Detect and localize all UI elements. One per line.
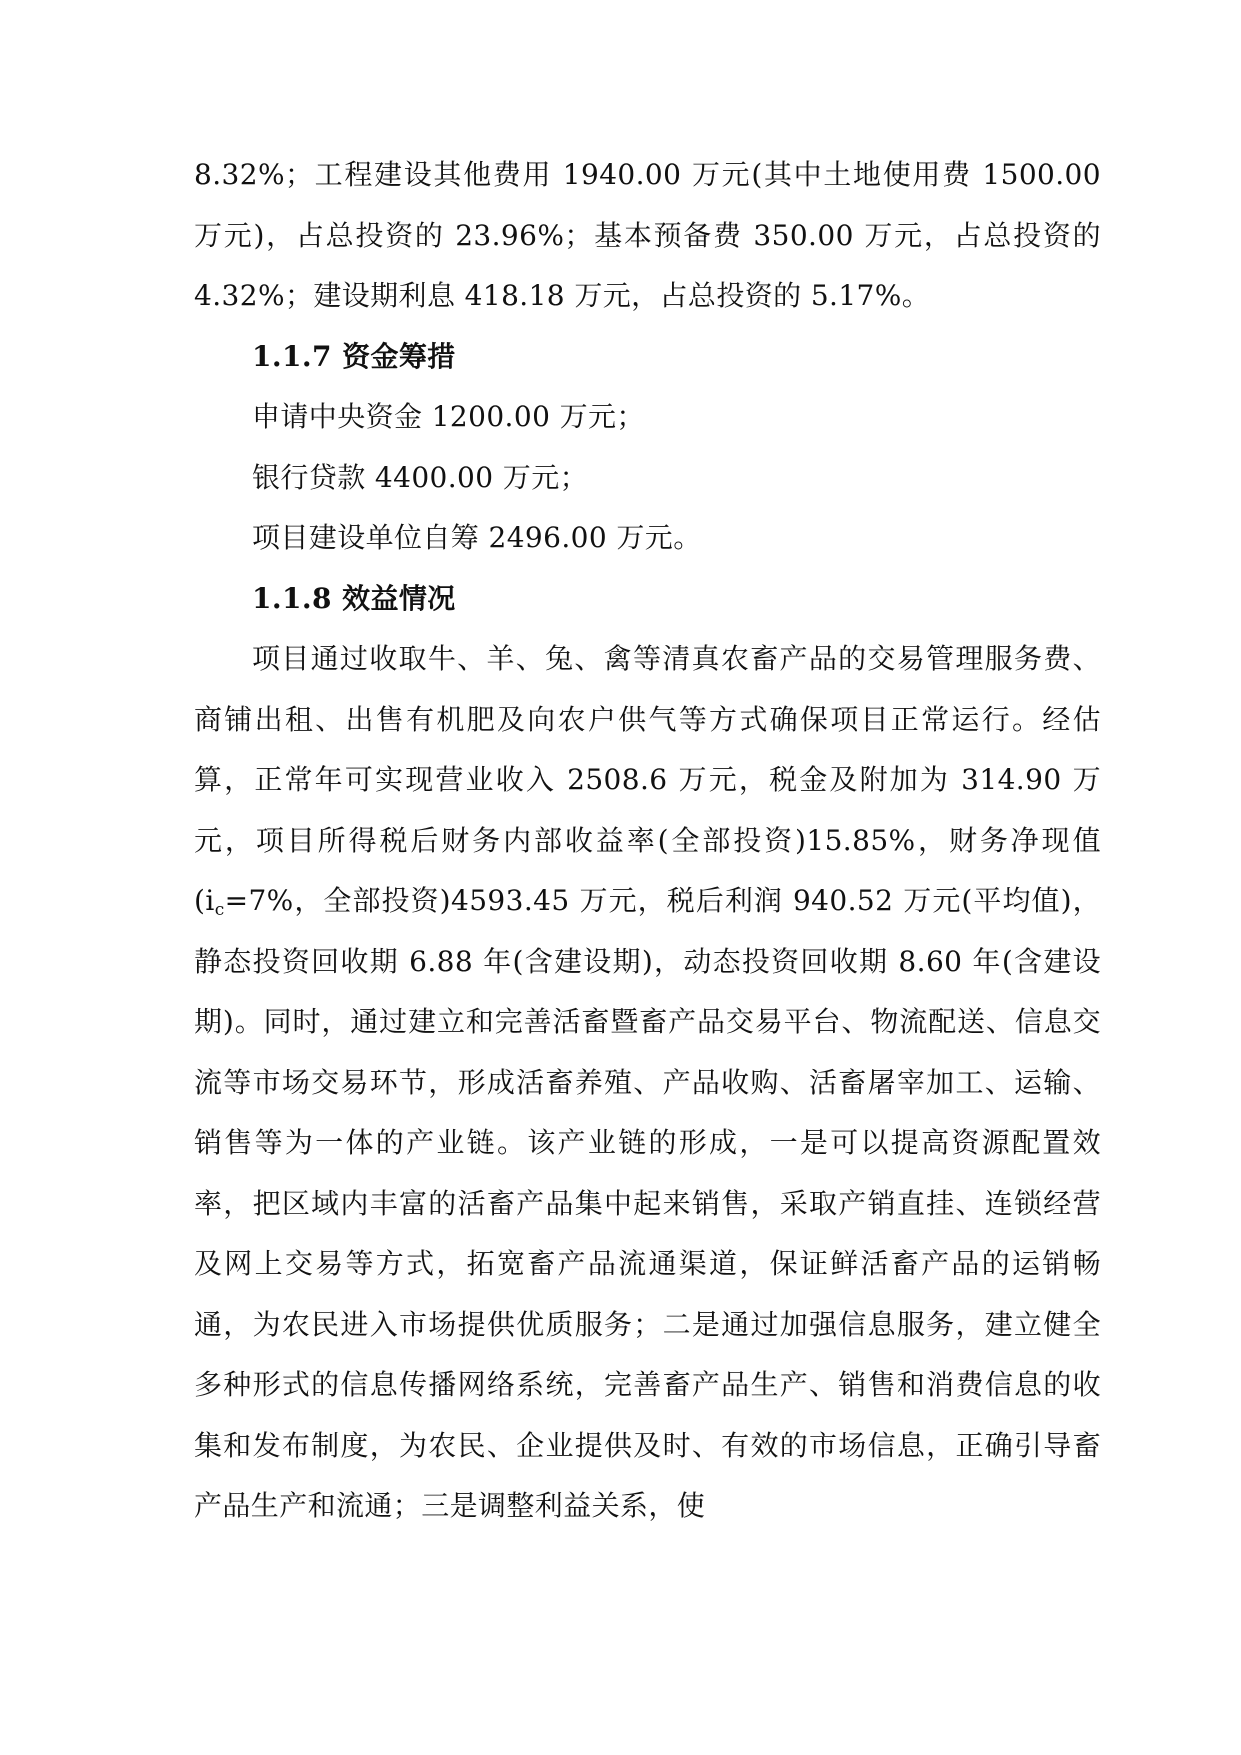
benefits-paragraph [194,629,1101,1537]
section-heading-funding: 1.1.7 资金筹措 [252,339,456,373]
funding-item-bank-loan: 银行贷款 4400.00 万元； [252,460,588,494]
funding-item-central: 申请中央资金 1200.00 万元； [252,400,645,433]
benefits-text-part2: =7%，全部投资)4593.45 万元，税后利润 940.52 万元(平均值)，静态投资回收期 6.88 年(含建设期)，动态投资回收期 8.60 年(含建设期)。同时，通过建立和完善活畜暨畜产品交易平台、物流配送、信息交流等市场交易环节，形成活畜养殖、产品收购、活畜屠宰加工、运输、销售等为一体的产业链。该产业链的形成，一是可以提高资源配置效率，把区域内丰富的活畜产品集中起来销售，采取产销直挂、连锁经营及网上交易等方式，拓宽畜产品流通渠道，保证鲜活畜产品的运销畅通，为农民进入市场提供优质服务；二是通过加强信息服务，建立健全多种形式的信息传播网络系统，完善畜产品生产、销售和消费信息的收集和发布制度，为农民、企业提供及时、有效的市场信息，正确引导畜产品生产和流通；三是调整利益关系，使 [194,884,1101,1522]
subscript-c: c [214,900,225,920]
section-heading-benefits: 1.1.8 效益情况 [252,581,456,615]
benefits-text-part1: 项目通过收取牛、羊、兔、禽等清真农畜产品的交易管理服务费、商铺出租、出售有机肥及向农户供气等方式确保项目正常运行。经估算，正常年可实现营业收入 2508.6 万元，税金及附加为 314.90 万元，项目所得税后财务内部收益率(全部投资)15.85%，财务净现值(i [194,642,1101,917]
funding-item-self-raised: 项目建设单位自筹 2496.00 万元。 [252,521,702,554]
intro-paragraph: 8.32%；工程建设其他费用 1940.00 万元(其中土地使用费 1500.00 万元)，占总投资的 23.96%；基本预备费 350.00 万元，占总投资的 4.32%；建设期利息 418.18 万元，占总投资的 5.17%。 [194,158,1101,312]
